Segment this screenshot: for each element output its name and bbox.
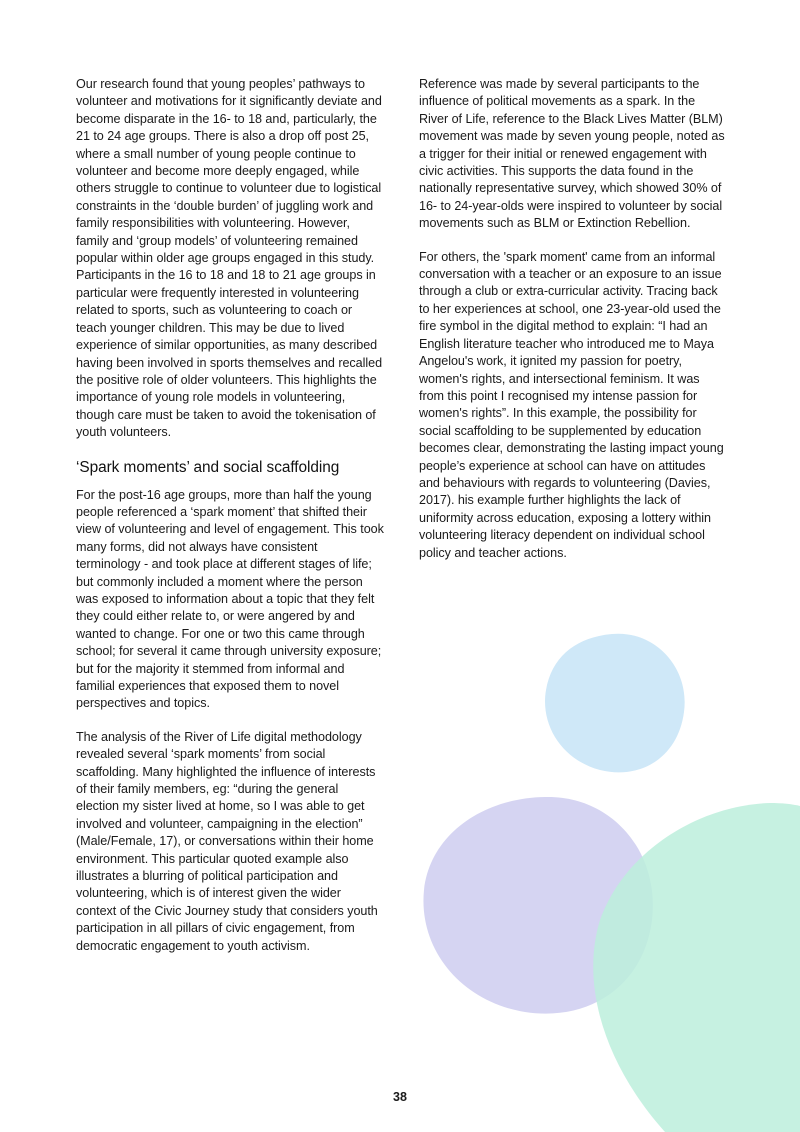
right-column bbox=[419, 76, 725, 578]
right-paragraph-1: Reference was made by several participants to the influence of political movements as a spark. In the River of Life, reference to the Black Lives Matter (BLM) movement was made by seven young people, noted as a trigger for their initial or renewed engagement with civic activities. This supports the data found in the nationally representative survey, which showed 30% of 16- to 24-year-olds were inspired to volunteer by social movements such as BLM or Extinction Rebellion. bbox=[419, 77, 725, 231]
page-number: 38 bbox=[393, 1090, 407, 1104]
blue-blob bbox=[545, 634, 685, 773]
left-paragraph-3: The analysis of the River of Life digital methodology revealed several ‘spark moments’ from social scaffolding. Many highlighted the influence of interests of their family members, eg: “during the general election my sister lived at home, so I was able to get involved and volunteer, campaigning in the election” (Male/Female, 17), or conversations within their home environment. This particular quoted example also illustrates a blurring of political participation and volunteering, which is of interest given the wider context of the Civic Journey study that considers youth participation in all pillars of civic engagement, from democratic engagement to youth activism. bbox=[76, 729, 378, 953]
section-heading: ‘Spark moments’ and social scaffolding bbox=[76, 458, 340, 476]
right-paragraph-2: For others, the 'spark moment' came from an informal conversation with a teacher or an exposure to an issue through a club or extra-curricular activity. Tracing back to her experiences at school, one 23-year-old used the fire symbol in the digital method to explain: “I had an English literature teacher who introduced me to Maya Angelou's work, it ignited my passion for poetry, women's rights, and intersectional feminism. It was from this point I recognised my intense passion for women's rights”. In this example, the possibility for social scaffolding to be supplemented by education becomes clear, demonstrating the lasting impact young people’s experience at school can have on attitudes and behaviours with regards to volunteering (Davies, 2017). his example further highlights the lack of uniformity across education, exposing a lottery within volunteering literacy dependent on individual school policy and teacher actions. bbox=[419, 249, 724, 560]
left-column bbox=[76, 76, 384, 971]
left-paragraph-2: For the post-16 age groups, more than half the young people referenced a ‘spark moment’ that shifted their view of volunteering and level of engagement. This took many forms, did not always have consistent terminology - and took place at different stages of life; but commonly included a moment where the person was exposed to information about a topic that they felt they could either relate to, or were angered by and wanted to change. For one or two this came through school; for several it came through university exposure; but for the majority it stemmed from informal and familial experiences that exposed them to novel perspectives and topics. bbox=[76, 487, 384, 711]
left-paragraph-1: Our research found that young peoples’ pathways to volunteer and motivations for it significantly deviate and become disparate in the 16- to 18 and, particularly, the 21 to 24 age groups. There is also a drop off post 25, where a small number of young people continue to volunteer and become more deeply engaged, while others struggle to continue to volunteer due to logistical constraints in the ‘double burden’ of juggling work and family responsibilities with volunteering. However, family and ‘group models’ of volunteering remained popular within older age groups engaged in this study. Participants in the 16 to 18 and 18 to 21 age groups in particular were frequently interested in volunteering related to sports, such as volunteering to coach or teach younger children. This may be due to lived experience of similar opportunities, as many described having been involved in sports themselves and recalled the positive role of older volunteers. This highlights the importance of young role models in volunteering, though care must be taken to avoid the tokenisation of youth volunteers. bbox=[76, 77, 383, 440]
